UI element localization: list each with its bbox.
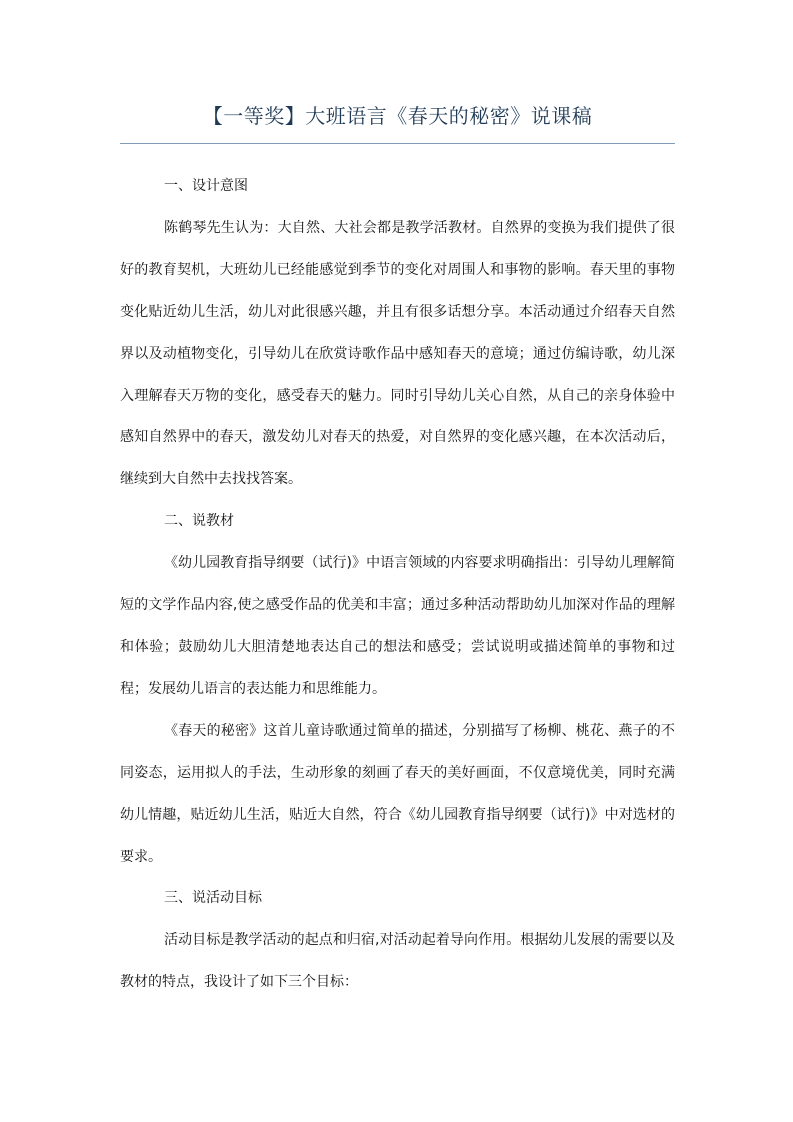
paragraph-poem-analysis: 《春天的秘密》这首儿童诗歌通过简单的描述，分别描写了杨柳、桃花、燕子的不同姿态，运用拟人的手法，生动形象的刻画了春天的美好画面，不仅意境优美，同时充满幼儿情趣，贴近幼儿生活，贴近大自然，符合《幼儿园教育指导纲要（试行)》中对选材的要求。 (120, 722, 675, 865)
section-heading-teaching-material: 二、说教材 (164, 513, 234, 530)
title-divider (120, 143, 675, 144)
document-title: 【一等奖】大班语言《春天的秘密》说课稿 (202, 104, 593, 128)
section-heading-activity-goals: 三、说活动目标 (164, 890, 262, 907)
paragraph-activity-goals: 活动目标是教学活动的起点和归宿,对活动起着导向作用。根据幼儿发展的需要以及教材的特点，我设计了如下三个目标： (120, 932, 675, 991)
document-body (120, 166, 675, 1004)
paragraph-guideline: 《幼儿园教育指导纲要（试行)》中语言领域的内容要求明确指出：引导幼儿理解简短的文学作品内容,使之感受作品的优美和丰富；通过多种活动帮助幼儿加深对作品的理解和体验；鼓励幼儿大胆清楚地表达自己的想法和感受；尝试说明或描述简单的事物和过程；发展幼儿语言的表达能力和思维能力。 (120, 555, 675, 697)
section-heading-design-intent: 一、设计意图 (164, 178, 248, 194)
paragraph-design-intent: 陈鹤琴先生认为：大自然、大社会都是教学活教材。自然界的变换为我们提供了很好的教育契机，大班幼儿已经能感觉到季节的变化对周围人和事物的影响。春天里的事物变化贴近幼儿生活，幼儿对此很感兴趣，并且有很多话想分享。本活动通过介绍春天自然界以及动植物变化，引导幼儿在欣赏诗歌作品中感知春天的意境；通过仿编诗歌，幼儿深入理解春天万物的变化，感受春天的魅力。同时引导幼儿关心自然，从自己的亲身体验中感知自然界中的春天，激发幼儿对春天的热爱，对自然界的变化感兴趣，在本次活动后，继续到大自然中去找找答案。 (120, 219, 675, 488)
